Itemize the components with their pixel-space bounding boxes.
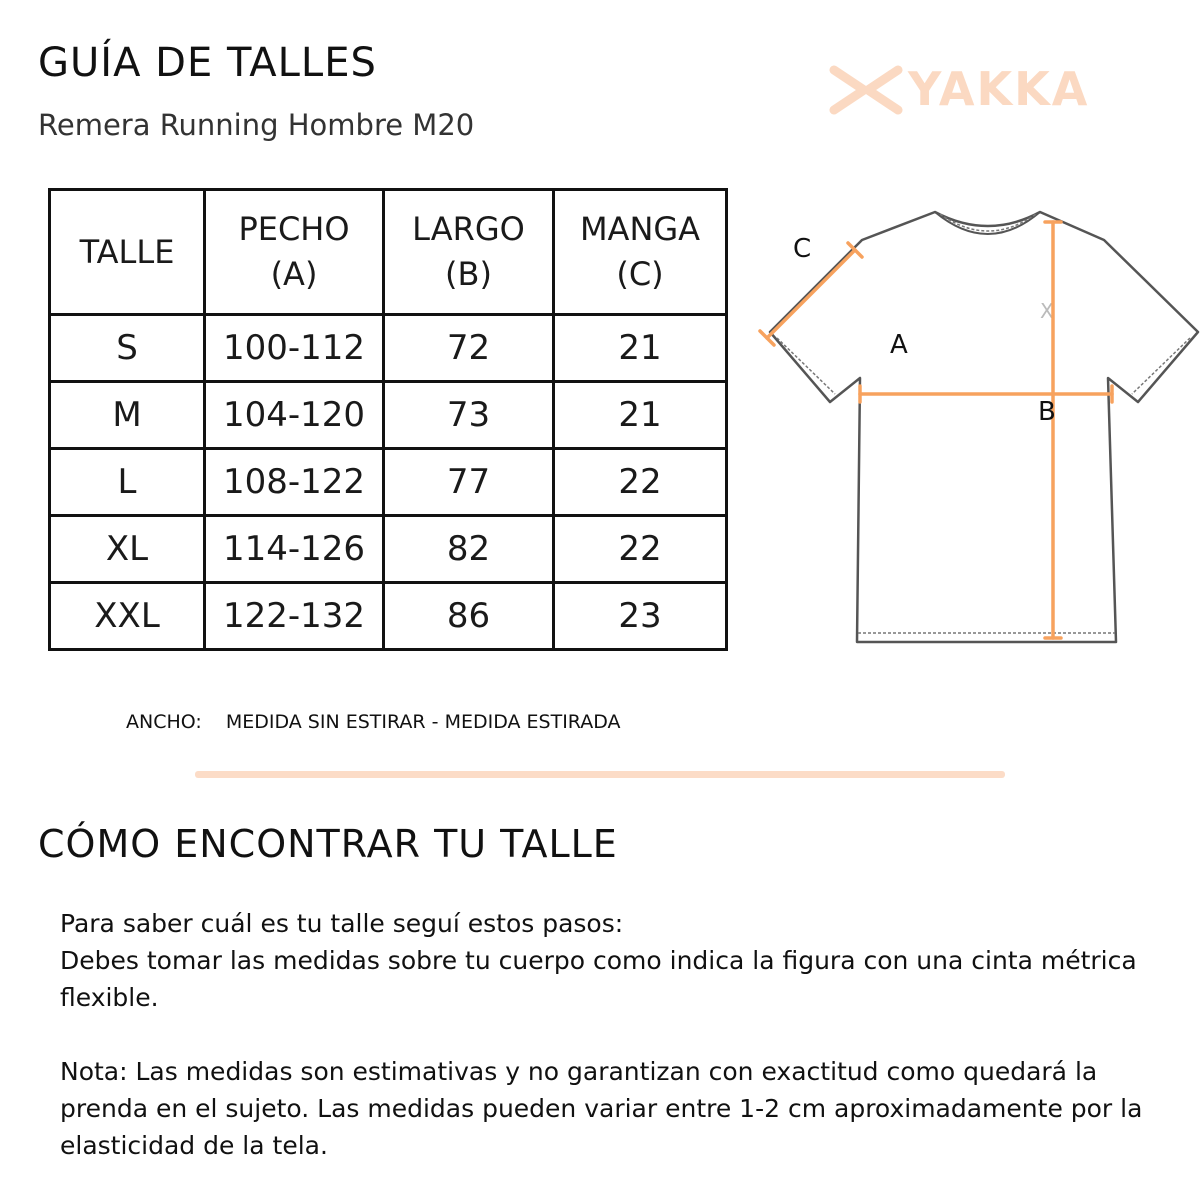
cell-largo: 86 (384, 583, 554, 650)
header-largo-label: LARGO (412, 210, 525, 248)
header-largo-code: (B) (445, 255, 492, 293)
width-note-label: ANCHO: (126, 711, 202, 733)
label-c: C (793, 234, 812, 264)
cell-talle: XL (50, 516, 205, 583)
table-row (50, 382, 727, 449)
cell-talle: M (50, 382, 205, 449)
cell-pecho: 108-122 (205, 449, 384, 516)
header-pecho-label: PECHO (238, 210, 350, 248)
table-header-row (50, 190, 727, 315)
instruction-line: Para saber cuál es tu talle seguí estos pasos: (60, 909, 624, 938)
cell-largo: 73 (384, 382, 554, 449)
width-note (126, 711, 621, 733)
how-to-title: CÓMO ENCONTRAR TU TALLE (38, 822, 618, 866)
cell-pecho: 104-120 (205, 382, 384, 449)
note-text: Nota: Las medidas son estimativas y no garantizan con exactitud como quedará la prenda en el sujeto. Las medidas pueden variar entre 1-2 cm aproximadamente por la elasticidad de la tela. (60, 1057, 1143, 1160)
header-talle (50, 190, 205, 315)
table-row (50, 449, 727, 516)
cell-talle: L (50, 449, 205, 516)
header-pecho-code: (A) (270, 255, 318, 293)
how-to-note (60, 1053, 1170, 1164)
tshirt-brand-mark: X (1040, 299, 1054, 323)
how-to-instructions (60, 905, 1170, 1016)
section-divider (195, 771, 1005, 778)
table-row (50, 315, 727, 382)
cell-talle: XXL (50, 583, 205, 650)
label-b: B (1038, 397, 1056, 427)
header-talle-label: TALLE (79, 232, 175, 271)
label-a: A (890, 330, 908, 360)
width-note-text: MEDIDA SIN ESTIRAR - MEDIDA ESTIRADA (225, 711, 621, 733)
cell-largo: 77 (384, 449, 554, 516)
cell-manga: 22 (554, 516, 727, 583)
cell-manga: 23 (554, 583, 727, 650)
product-subtitle: Remera Running Hombre M20 (38, 108, 475, 142)
header-largo (384, 190, 554, 315)
brand-x-icon (834, 70, 898, 110)
tshirt-outline (770, 212, 1198, 642)
table-row (50, 516, 727, 583)
cell-manga: 21 (554, 382, 727, 449)
tshirt-diagram (755, 200, 1200, 680)
cell-manga: 22 (554, 449, 727, 516)
cell-pecho: 114-126 (205, 516, 384, 583)
instruction-line: Debes tomar las medidas sobre tu cuerpo como indica la figura con una cinta métrica flexible. (60, 946, 1137, 1012)
table-row (50, 583, 727, 650)
header-manga (554, 190, 727, 315)
size-table (48, 188, 728, 651)
cell-talle: S (50, 315, 205, 382)
cell-largo: 82 (384, 516, 554, 583)
header-manga-label: MANGA (579, 210, 701, 248)
cell-manga: 21 (554, 315, 727, 382)
header-pecho (205, 190, 384, 315)
page-title: GUÍA DE TALLES (38, 40, 377, 86)
cell-pecho: 100-112 (205, 315, 384, 382)
header-manga-code: (C) (616, 255, 664, 293)
cell-pecho: 122-132 (205, 583, 384, 650)
cell-largo: 72 (384, 315, 554, 382)
brand-name: YAKKA (908, 62, 1090, 116)
